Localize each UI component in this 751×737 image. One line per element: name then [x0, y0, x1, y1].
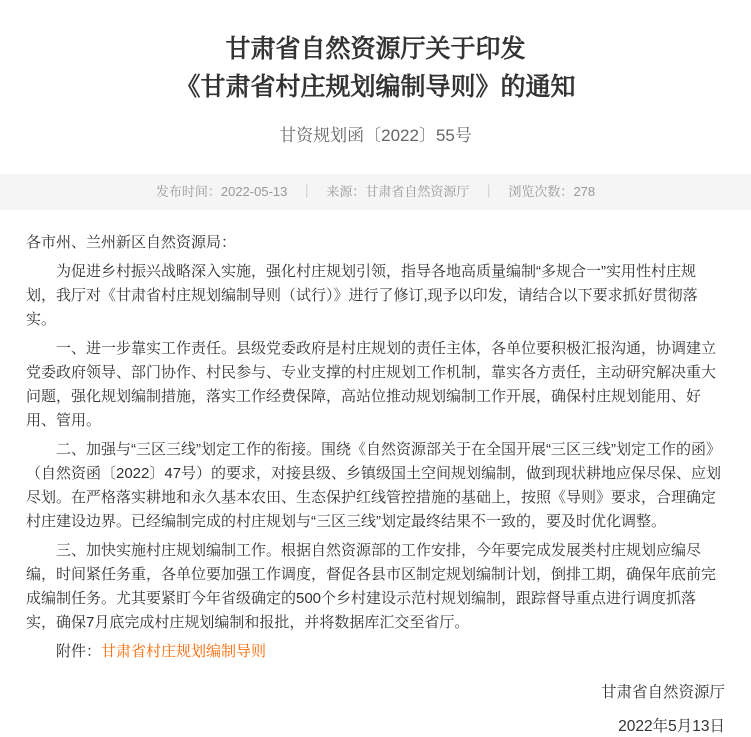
paragraph-intro: 为促进乡村振兴战略深入实施，强化村庄规划引领，指导各地高质量编制“多规合一”实用性村庄规划，我厅对《甘肃省村庄规划编制导则（试行）》进行了修订,现予以印发，请结合以下要求抓好贯彻落实。	[26, 263, 698, 328]
meta-separator: ｜	[482, 184, 496, 199]
doc-number: 甘资规划函〔2022〕55号	[279, 126, 472, 145]
title-line-1: 甘肃省自然资源厅关于印发	[225, 35, 526, 63]
doc-body	[0, 210, 751, 737]
salutation: 各市州、兰州新区自然资源局：	[26, 234, 237, 251]
views-label: 浏览次数：	[508, 184, 574, 199]
doc-header	[0, 0, 751, 146]
meta-bar	[0, 174, 751, 210]
attachment-label: 附件：	[56, 643, 102, 660]
paragraph-section-3: 三、加快实施村庄规划编制工作。根据自然资源部的工作安排，今年要完成发展类村庄规划应编尽编，时间紧任务重，各单位要加强工作调度，督促各县市区制定规划编制计划，倒排工期，确保年底前完成编制任务。尤其要紧盯今年省级确定的500个乡村建设示范村规划编制，跟踪督导重点进行调度抓落实，确保7月底完成村庄规划编制和报批，并将数据库汇交至省厅。	[26, 542, 717, 631]
attachment-line	[26, 640, 725, 664]
source-label: 来源：	[326, 184, 366, 199]
meta-separator: ｜	[300, 184, 314, 199]
page-title	[0, 30, 751, 106]
signature-block	[26, 676, 725, 737]
attachment-link[interactable]: 甘肃省村庄规划编制导则	[101, 643, 267, 660]
title-line-2: 《甘肃省村庄规划编制导则》的通知	[175, 73, 576, 101]
source-value: 甘肃省自然资源厅	[365, 184, 470, 199]
publish-time-value: 2022-05-13	[220, 184, 288, 199]
paragraph-section-1: 一、进一步靠实工作责任。县级党委政府是村庄规划的责任主体，各单位要积极汇报沟通，协调建立党委政府领导、部门协作、村民参与、专业支撑的村庄规划工作机制，靠实各方责任，主动研究解决重大问题，强化规划编制措施，落实工作经费保障，高站位推动规划编制工作开展，确保村庄规划能用、好用、管用。	[26, 340, 717, 429]
signature-org: 甘肃省自然资源厅	[600, 684, 725, 701]
signature-date: 2022年5月13日	[618, 718, 725, 735]
publish-time-label: 发布时间：	[155, 184, 221, 199]
paragraph-section-2: 二、加强与“三区三线”划定工作的衔接。围绕《自然资源部关于在全国开展“三区三线”划定工作的函》（自然资函〔2022〕47号）的要求，对接县级、乡镇级国土空间规划编制，做到现状耕地应保尽保、应划尽划。在严格落实耕地和永久基本农田、生态保护红线管控措施的基础上，按照《导则》要求，合理确定村庄建设边界。已经编制完成的村庄规划与“三区三线”划定最终结果不一致的，要及时优化调整。	[26, 441, 722, 530]
views-value: 278	[573, 184, 596, 199]
